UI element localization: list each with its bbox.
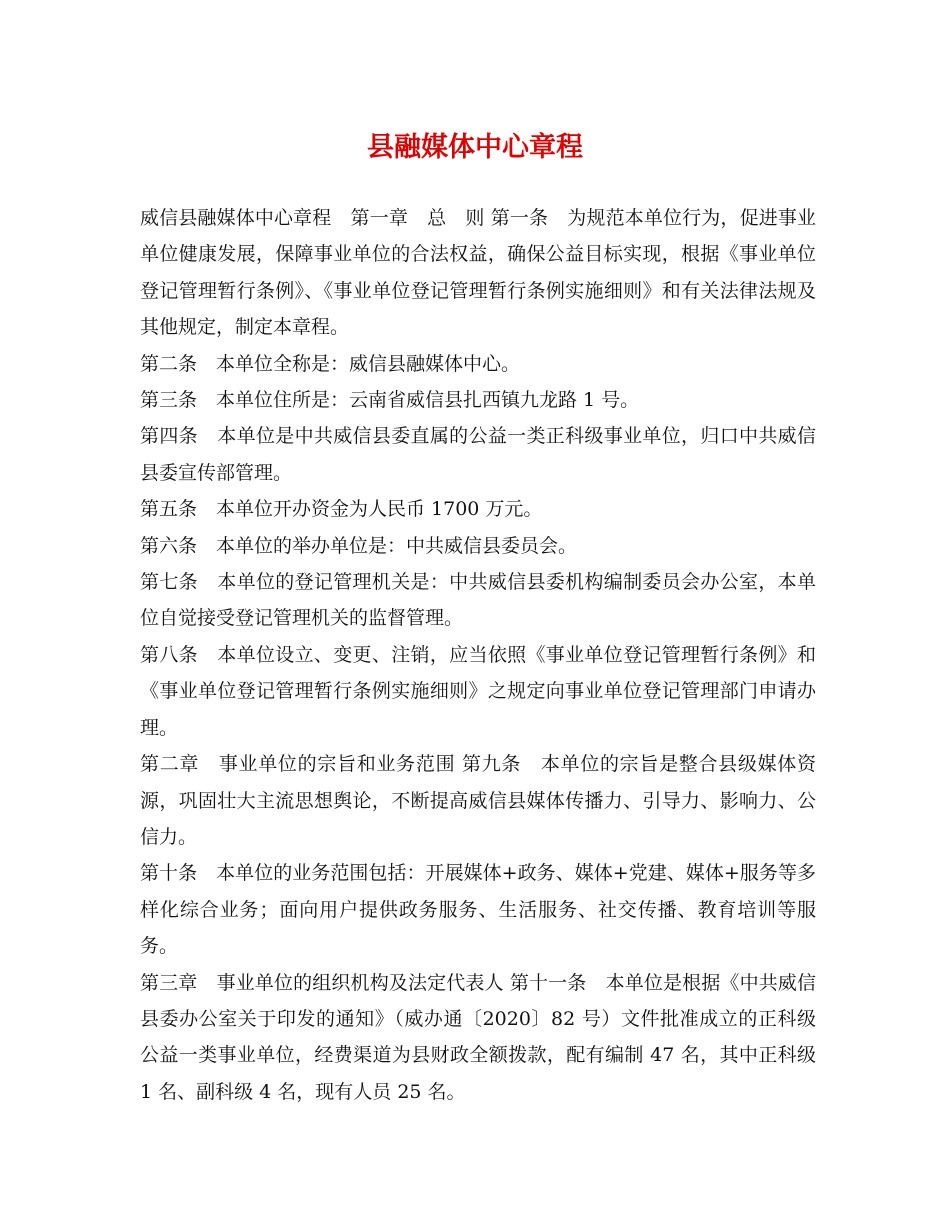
paragraph-chapter-3-article-11: 第三章 事业单位的组织机构及法定代表人 第十一条 本单位是根据《中共威信县委办公室关于印发的通知》（威办通〔2020〕82 号）文件批准成立的正科级公益一类事业单位，经费渠道为县财政全额拨款，配有编制 47 名，其中正科级 1 名、副科级 4 名，现有人员 25 名。 (140, 971, 823, 1103)
paragraph-article-4: 第四条 本单位是中共威信县委直属的公益一类正科级事业单位，归口中共威信县委宣传部管理。 (140, 425, 816, 484)
paragraph-article-8: 第八条 本单位设立、变更、注销，应当依照《事业单位登记管理暂行条例》和《事业单位登记管理暂行条例实施细则》之规定向事业单位登记管理部门申请办理。 (140, 643, 816, 739)
document-title: 县融媒体中心章程 (367, 132, 583, 163)
paragraph-article-6: 第六条 本单位的举办单位是：中共威信县委员会。 (140, 534, 578, 557)
paragraph-article-10: 第十条 本单位的业务范围包括：开展媒体+政务、媒体+党建、媒体+服务等多样化综合业务；面向用户提供政务服务、生活服务、社交传播、教育培训等服务。 (140, 862, 816, 958)
paragraph-article-3: 第三条 本单位住所是：云南省威信县扎西镇九龙路 1 号。 (140, 389, 640, 412)
paragraph-article-7: 第七条 本单位的登记管理机关是：中共威信县委机构编制委员会办公室，本单位自觉接受登记管理机关的监督管理。 (140, 571, 816, 630)
paragraph-article-5: 第五条 本单位开办资金为人民币 1700 万元。 (140, 498, 543, 521)
document-body (140, 200, 823, 1110)
paragraph-article-2: 第二条 本单位全称是：威信县融媒体中心。 (140, 352, 521, 375)
paragraph-chapter-1-article-1: 威信县融媒体中心章程 第一章 总 则 第一条 为规范本单位行为，促进事业单位健康发展，保障事业单位的合法权益，确保公益目标实现，根据《事业单位登记管理暂行条例》、《事业单位登记管理暂行条例实施细则》和有关法律法规及其他规定，制定本章程。 (140, 207, 816, 339)
paragraph-chapter-2-article-9: 第二章 事业单位的宗旨和业务范围 第九条 本单位的宗旨是整合县级媒体资源，巩固壮大主流思想舆论，不断提高威信县媒体传播力、引导力、影响力、公信力。 (140, 753, 816, 848)
